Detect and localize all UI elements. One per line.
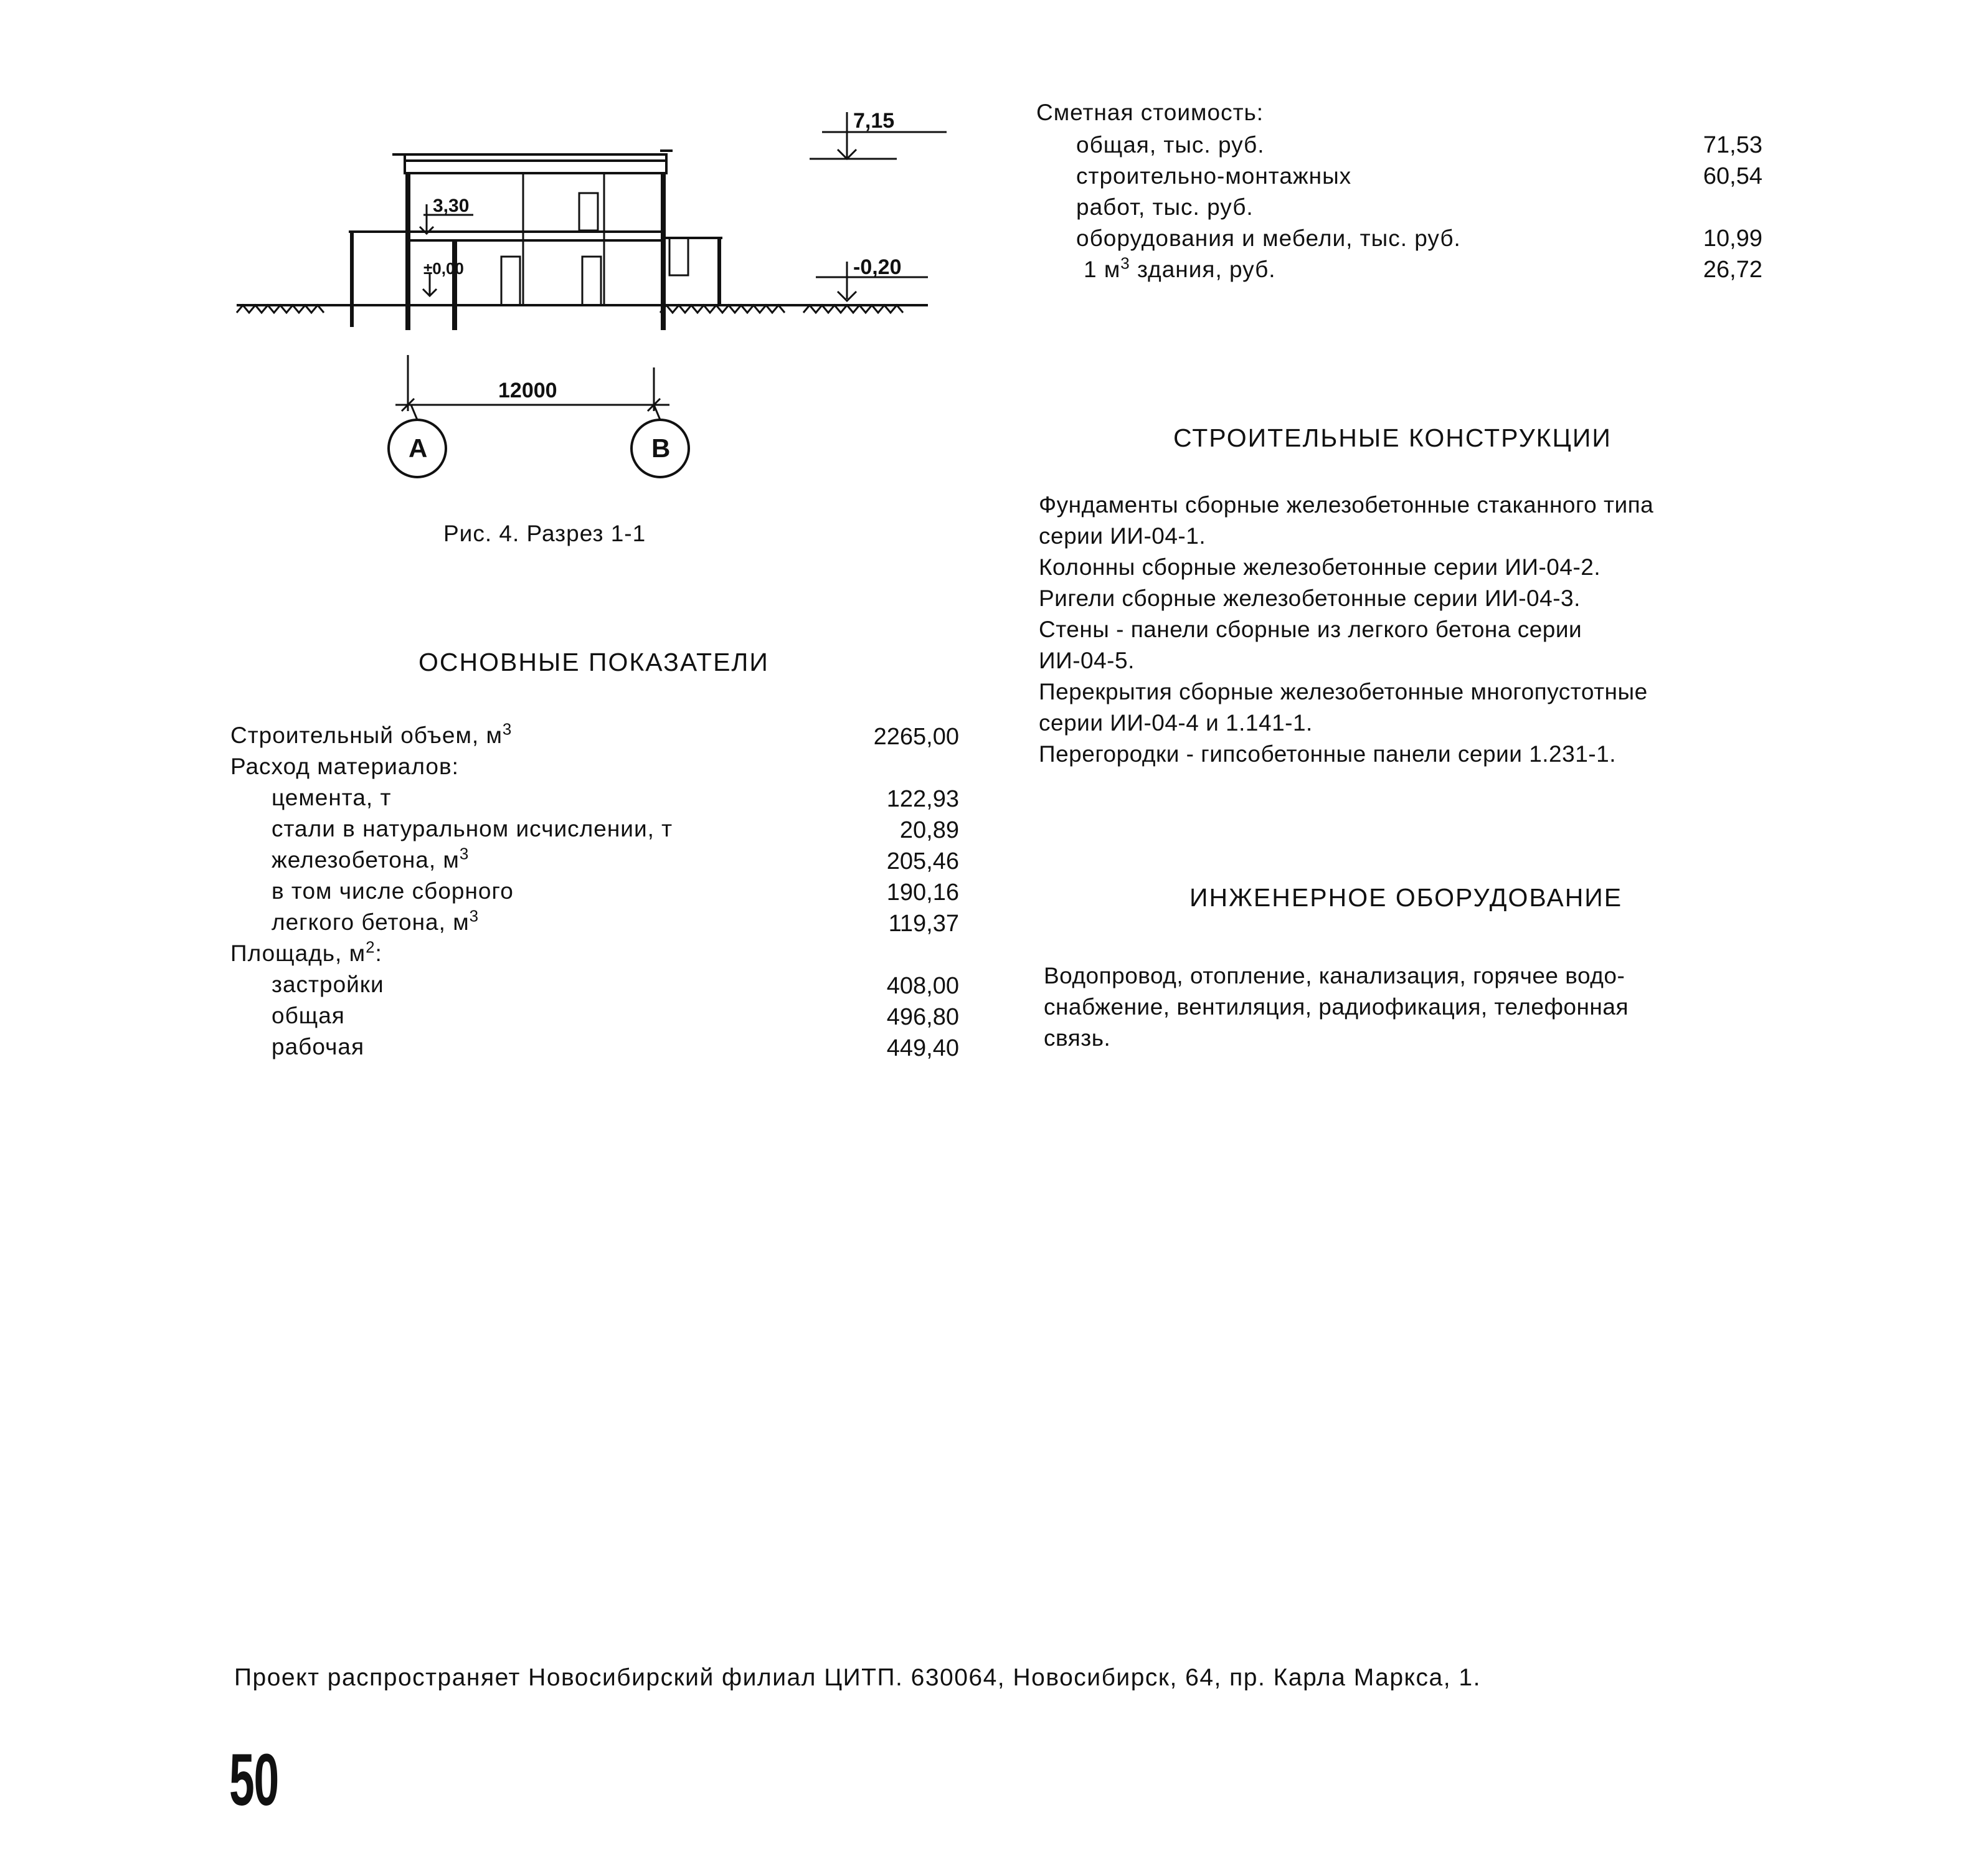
cost-row-label: работ, тыс. руб. [1076, 194, 1254, 220]
axis-b-label: В [651, 433, 671, 463]
work-area-label: рабочая [272, 1034, 365, 1059]
light-concrete-value: 119,37 [888, 911, 959, 937]
precast-value: 190,16 [886, 879, 959, 906]
volume-label: Строительный объем, $м^3$ [230, 721, 513, 748]
level-top-label: 7,15 [853, 109, 895, 133]
materials-label: Расход материалов: [230, 754, 459, 779]
page-number: 50 [229, 1739, 278, 1821]
cost-row-value: 26,72 [1703, 257, 1762, 283]
concrete-label: железобетона, $м^3$ [272, 845, 470, 873]
cost-row-label: строительно-монтажных [1076, 163, 1352, 189]
engineering-heading: ИНЖЕНЕРНОЕ ОБОРУДОВАНИЕ [1189, 883, 1623, 912]
indicators-heading: ОСНОВНЫЕ ПОКАЗАТЕЛИ [418, 648, 769, 676]
level-zero-label: ±0,00 [423, 259, 464, 278]
cost-row-value: 60,54 [1703, 163, 1762, 189]
light-concrete-label: легкого бетона, $м^3$ [272, 907, 480, 935]
cost-row-label: общая, тыс. руб. [1076, 132, 1265, 158]
steel-value: 20,89 [899, 817, 959, 843]
axis-a-label: А [409, 433, 428, 463]
floor-slab [408, 232, 663, 240]
built-area-value: 408,00 [886, 973, 959, 999]
cost-row-value: 71,53 [1703, 132, 1762, 158]
area-label: Площадь, $м^2$: [230, 939, 382, 966]
cost-row-label: оборудования и мебели, тыс. руб. [1076, 225, 1461, 251]
precast-label: в том числе сборного [272, 878, 514, 904]
cost-row-label: 1 $м^3$ здания, руб. [1084, 255, 1276, 282]
cement-value: 122,93 [886, 786, 959, 812]
figure-caption: Рис. 4. Разрез 1-1 [443, 521, 646, 546]
distribution-note: Проект распространяет Новосибирский филиал ЦИТП. 630064, Новосибирск, 64, пр. Карла Маркса, 1. [234, 1664, 1481, 1691]
level-floor2-label: 3,30 [433, 196, 470, 216]
total-area-label: общая [272, 1003, 345, 1028]
section-1-1-svg [224, 93, 959, 492]
concrete-value: 205,46 [886, 848, 959, 874]
built-area-label: застройки [272, 972, 384, 997]
roof-slab [405, 154, 666, 173]
work-area-value: 449,40 [886, 1035, 959, 1061]
volume-value: 2265,00 [873, 724, 959, 750]
total-area-value: 496,80 [886, 1004, 959, 1030]
section-drawing [224, 93, 959, 492]
level-ground-label: -0,20 [853, 255, 902, 279]
cost-title: Сметная стоимость: [1036, 100, 1264, 125]
constructions-text: Фундаменты сборные железобетонные стаканного типа серии ИИ-04-1. Колонны сборные железобетонные серии ИИ-04-2. Ригели сборные железобетонные серии ИИ-04-3. Стены - панели сборные из легкого бетона серии ИИ-04-5. Перекрытия сборные железобетонные многопустотные серии ИИ-04-4 и 1.141-1. Перегородки - гипсобетонные панели серии 1.231-1. [1039, 492, 1654, 767]
cost-row-value: 10,99 [1703, 225, 1762, 252]
engineering-text: Водопровод, отопление, канализация, горячее водо- снабжение, вентиляция, радиофикация, телефонная связь. [1044, 963, 1629, 1051]
cement-label: цемента, т [272, 785, 392, 810]
constructions-heading: СТРОИТЕЛЬНЫЕ КОНСТРУКЦИИ [1173, 424, 1612, 452]
steel-label: стали в натуральном исчислении, т [272, 816, 673, 841]
dimension-label: 12000 [498, 379, 557, 402]
